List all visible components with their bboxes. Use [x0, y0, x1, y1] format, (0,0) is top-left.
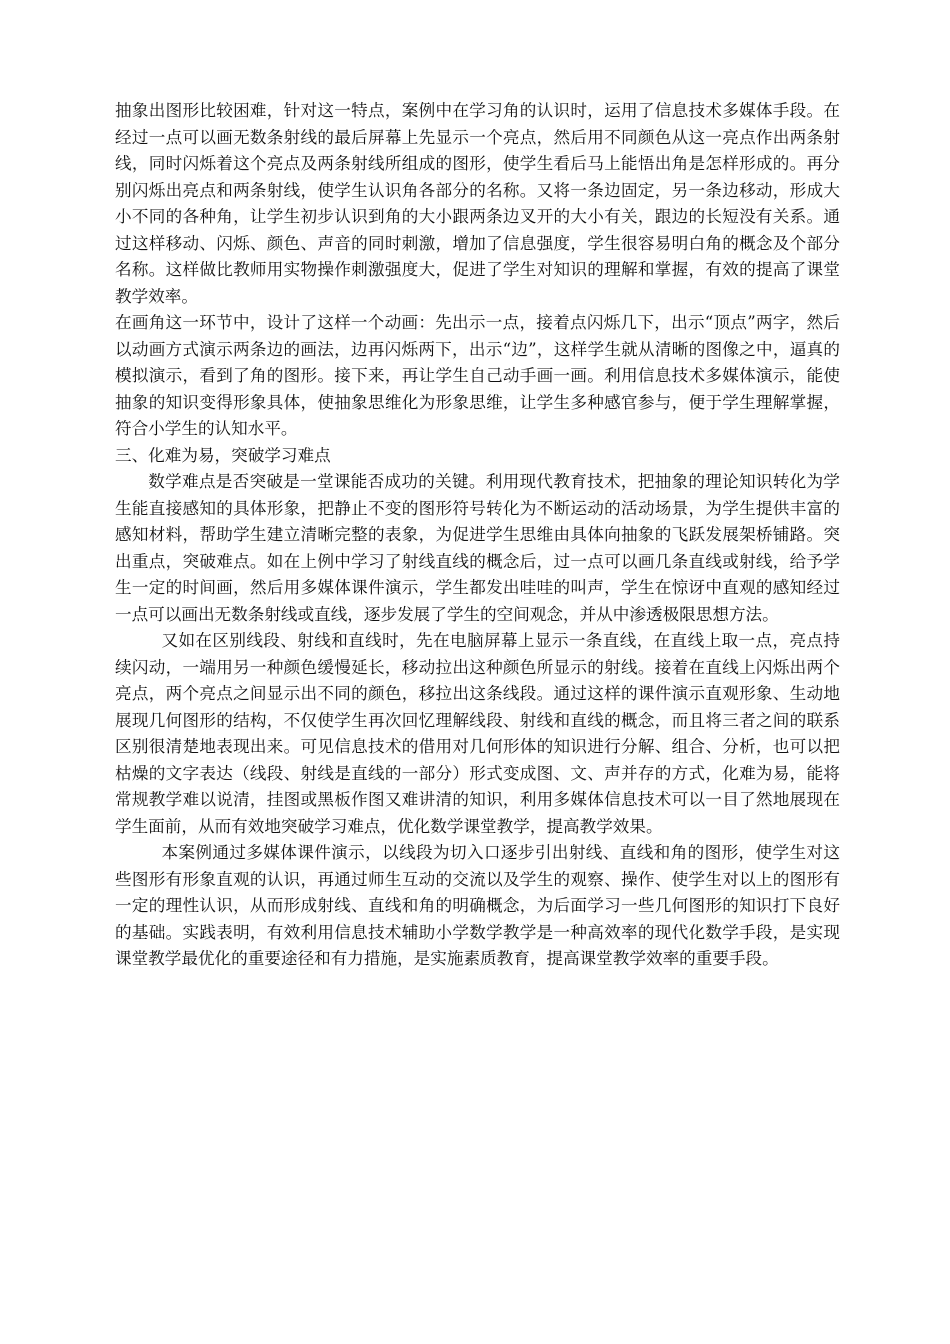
paragraph-line-segment-ray: 又如在区别线段、射线和直线时，先在电脑屏幕上显示一条直线，在直线上取一点，亮点持续闪动，一端用另一种颜色缓慢延长，移动拉出这种颜色所显示的射线。接着在直线上闪烁出两个亮点，两个亮点之间显示出不同的颜色，移拉出这条线段。通过这样的课件演示直观形象、生动地展现几何图形的结构，不仅使学生再次回忆理解线段、射线和直线的概念，而且将三者之间的联系区别很清楚地表现出来。可见信息技术的借用对几何形体的知识进行分解、组合、分析，也可以把枯燥的文字表达（线段、射线是直线的一部分）形式变成图、文、声并存的方式，化难为易，能将常规教学难以说清，挂图或黑板作图又难讲清的知识，利用多媒体信息技术可以一目了然地展现在学生面前，从而有效地突破学习难点，优化数学课堂教学，提高教学效果。	[115, 631, 840, 836]
document-page	[115, 98, 840, 973]
paragraph-difficulty-breakthrough: 数学难点是否突破是一堂课能否成功的关键。利用现代教育技术，把抽象的理论知识转化为学生能直接感知的具体形象，把静止不变的图形符号转化为不断运动的活动场景，为学生提供丰富的感知材料，帮助学生建立清晰完整的表象，为促进学生思维由具体向抽象的飞跃发展架桥铺路。突出重点，突破难点。如在上例中学习了射线直线的概念后，过一点可以画几条直线或射线，给予学生一定的时间画，然后用多媒体课件演示，学生都发出哇哇的叫声，学生在惊讶中直观的感知经过一点可以画出无数条射线或直线，逐步发展了学生的空间观念，并从中渗透极限思想方法。	[115, 472, 840, 624]
paragraph-conclusion: 本案例通过多媒体课件演示，以线段为切入口逐步引出射线、直线和角的图形，使学生对这些图形有形象直观的认识，再通过师生互动的交流以及学生的观察、操作、使学生对以上的图形有一定的理性认识，从而形成射线、直线和角的明确概念，为后面学习一些几何图形的知识打下良好的基础。实践表明，有效利用信息技术辅助小学数学教学是一种高效率的现代化数学手段，是实现课堂教学最优化的重要途径和有力措施，是实施素质教育，提高课堂教学效率的重要手段。	[115, 843, 840, 968]
section-heading-3: 三、化难为易，突破学习难点	[115, 445, 331, 465]
paragraph-drawing-angle: 在画角这一环节中，设计了这样一个动画：先出示一点，接着点闪烁几下，出示“顶点”两字，然后以动画方式演示两条边的画法，边再闪烁两下，出示“边”，这样学生就从清晰的图像之中，逼真的模拟演示，看到了角的图形。接下来，再让学生自己动手画一画。利用信息技术多媒体演示，能使抽象的知识变得形象具体，使抽象思维化为形象思维，让学生多种感官参与，便于学生理解掌握，符合小学生的认知水平。	[115, 313, 840, 438]
paragraph-angle-recognition: 抽象出图形比较困难，针对这一特点，案例中在学习角的认识时，运用了信息技术多媒体手段。在经过一点可以画无数条射线的最后屏幕上先显示一个亮点，然后用不同颜色从这一亮点作出两条射线，同时闪烁着这个亮点及两条射线所组成的图形，使学生看后马上能悟出角是怎样形成的。再分别闪烁出亮点和两条射线，使学生认识角各部分的名称。又将一条边固定，另一条边移动，形成大小不同的各种角，让学生初步认识到角的大小跟两条边叉开的大小有关，跟边的长短没有关系。通过这样移动、闪烁、颜色、声音的同时刺激，增加了信息强度，学生很容易明白角的概念及个部分名称。这样做比教师用实物操作刺激强度大，促进了学生对知识的理解和掌握，有效的提高了课堂教学效率。	[115, 101, 840, 306]
